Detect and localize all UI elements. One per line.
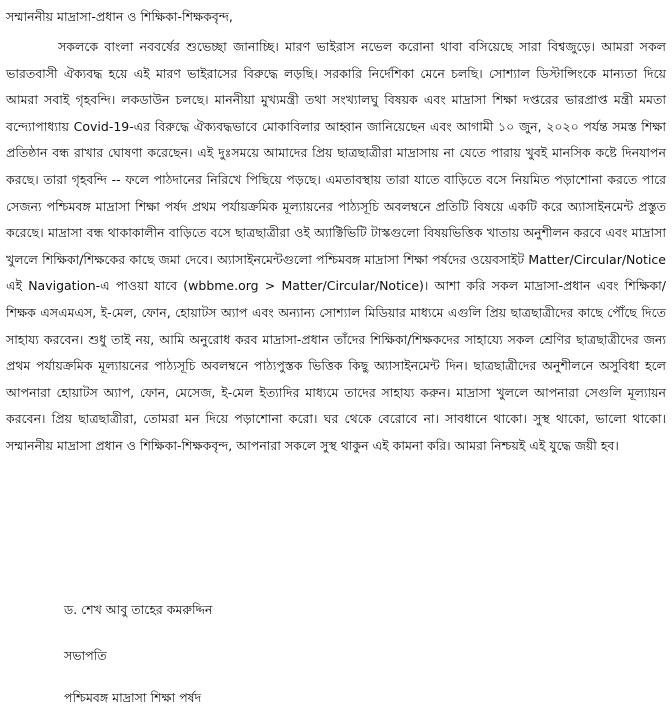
letter-body: সকলকে বাংলা নববর্ষের শুভেচ্ছা জানাচ্ছি। মারণ ভাইরাস নভেল করোনা থাবা বসিয়েছে সারা বিশ্বজুড়ে। আমরা সকল ভারতবাসী ঐক্যবদ্ধ হয়ে এই মারণ ভাইরাসের বিরুদ্ধে লড়ছি। সরকারি নির্দেশিকা মেনে চলছি। সোশ্যাল ডিস্টান্সিংকে মান্যতা দিয়ে আমরা সবাই গৃহবন্দি। লকডাউন চলছে। মাননীয়া মুখ্যমন্ত্রী তথা সংখ্যালঘু বিষয়ক এবং মাদ্রাসা শিক্ষা দপ্তরের ভারপ্রাপ্ত মন্ত্রী মমতা বন্দ্যোপাধ্যায় Covid-19-এর বিরুদ্ধে ঐক্যবদ্ধভাবে মোকাবিলার আহ্বান জানিয়েছেন এবং আগামী ১০ জুন, ২০২০ পর্যন্ত সমস্ত শিক্ষা প্রতিষ্ঠান বন্ধ রাখার ঘোষণা করেছেন। এই দুঃসময়ে আমাদের প্রিয় ছাত্রছাত্রীরা মাদ্রাসায় না যেতে পারায় খুবই মানসিক কষ্টে দিনযাপন করছে। তারা গৃহবন্দি -- ফলে পাঠদানের নিরিখে পিছিয়ে পড়ছে। এমতাবস্থায় তারা যাতে বাড়িতে বসে নিয়মিত পড়াশোনা করতে পারে সেজন্য পশ্চিমবঙ্গ মাদ্রাসা শিক্ষা পর্ষদ প্রথম পর্যায়ক্রমিক মূল্যায়নের পাঠ্যসূচি অবলম্বনে প্রতিটি বিষয়ে একটি করে অ্যাসাইনমেন্ট প্রস্তুত করেছে। মাদ্রাসা বন্ধ থাকাকালীন বাড়িতে বসে ছাত্রছাত্রীরা ওই অ্যাক্টিভিটি টাস্কগুলো বিষয়ভিত্তিক খাতায় অনুশীলন করবে এবং মাদ্রাসা খুললে শিক্ষিকা/শিক্ষকের কাছে জমা দেবে। অ্যাসাইনমেন্টগুলো পশ্চিমবঙ্গ মাদ্রাসা শিক্ষা পর্ষদের ওয়েবসাইট Matter/Circular/Notice এই Navigation-এ পাওয়া যাবে (wbbme.org > Matter/Circular/Notice)। আশা করি সকল মাদ্রাসা-প্রধান এবং শিক্ষিকা/শিক্ষক এসএমএস, ই-মেল, ফোন, হোয়াটস অ্যাপ এবং অন্যান্য সোশ্যাল মিডিয়ার মাধ্যমে এগুলি প্রিয় ছাত্রছাত্রীদের কাছে পৌঁছে দিতে সাহায্য করবেন। শুধু তাই নয়, আমি অনুরোধ করব মাদ্রাসা-প্রধান তাঁদের শিক্ষিকা/শিক্ষকদের সাহায্যে সকল শ্রেণির ছাত্রছাত্রীদের জন্য প্রথম পর্যায়ক্রমিক মূল্যায়নের পাঠ্যসূচি অবলম্বনে পাঠ্যপুস্তক ভিত্তিক কিছু অ্যাসাইনমেন্ট দিন। ছাত্রছাত্রীদের অনুশীলনে অসুবিধা হলে আপনারা হোয়াটস অ্যাপ, ফোন, মেসেজ, ই-মেল ইত্যাদির মাধ্যমে তাদের সাহায্য করুন। মাদ্রাসা খুললে আপনারা সেগুলি মূল্যায়ন করবেন। প্রিয় ছাত্রছাত্রীরা, তোমরা মন দিয়ে পড়াশোনা করো। ঘর থেকে বেরোবে না। সাবধানে থাকো। সুস্থ থাকো, ভালো থাকো। সম্মাননীয় মাদ্রাসা প্রধান ও শিক্ষিকা-শিক্ষকবৃন্দ, আপনারা সকলে সুস্থ থাকুন এই কামনা করি। আমরা নিশ্চয়ই এই যুদ্ধে জয়ী হব। <box>6 39 666 453</box>
signatory-organization: পশ্চিমবঙ্গ মাদ্রাসা শিক্ষা পর্ষদ <box>64 690 202 705</box>
signatory-name: ড. শেখ আবু তাহের কমরুদ্দিন <box>64 602 213 617</box>
letter-salutation: সম্মাননীয় মাদ্রাসা-প্রধান ও শিক্ষিকা-শিক্ষকবৃন্দ, <box>6 9 233 24</box>
signatory-title: সভাপতি <box>64 648 107 663</box>
